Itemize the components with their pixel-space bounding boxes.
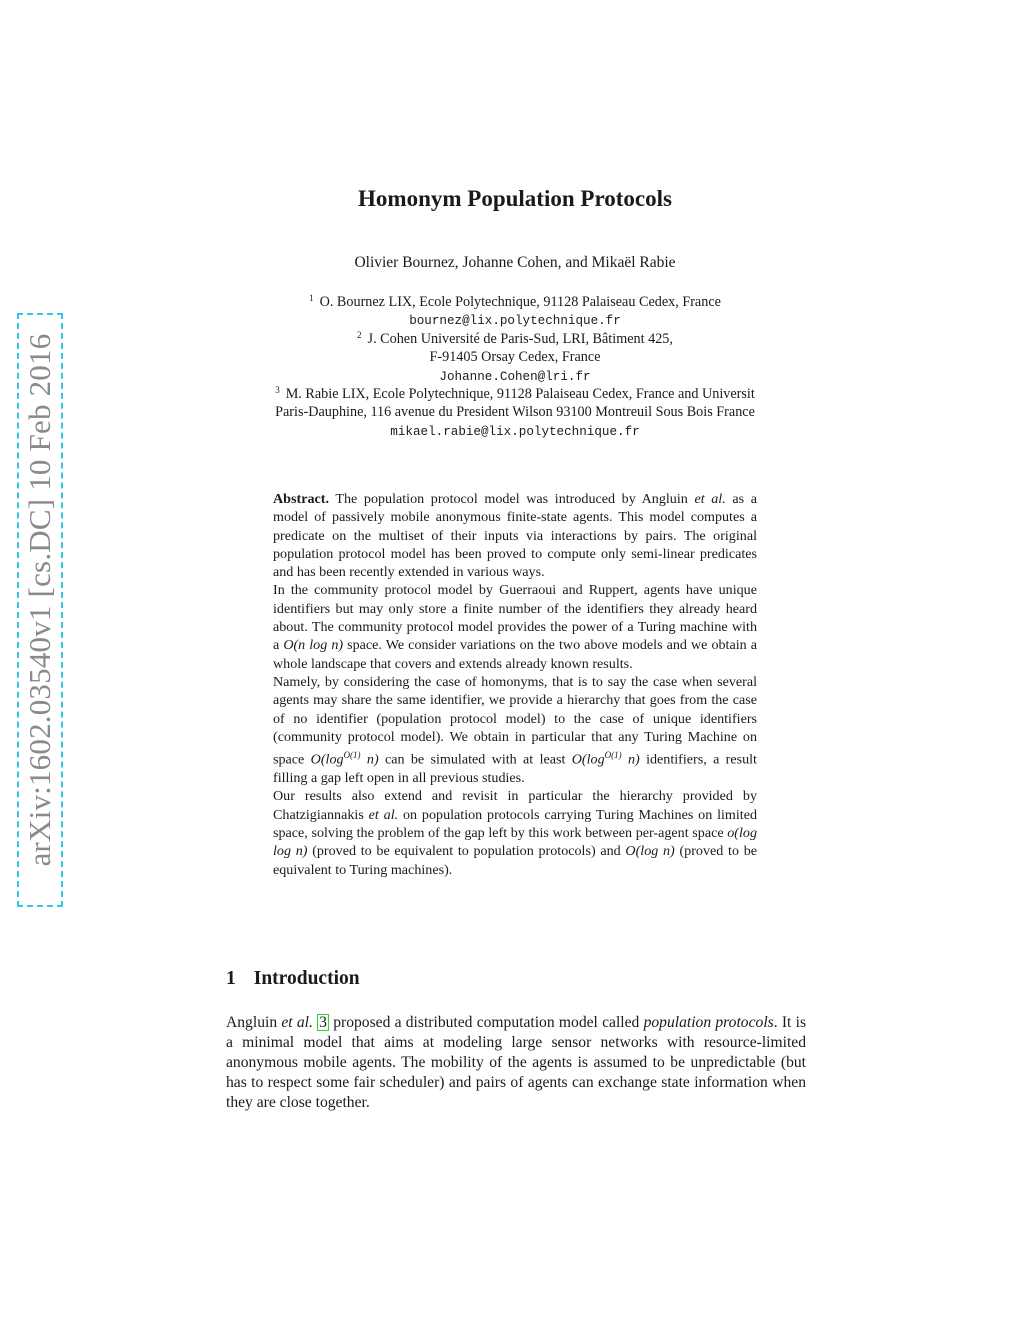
abstract-label: Abstract. <box>273 491 329 507</box>
affiliation-2: $^2$ J. Cohen Université de Paris-Sud, LRI, Bâtiment 425, F-91405 Orsay Cedex, France Johanne.Cohen@lri.fr <box>357 330 673 384</box>
paper-title: Homonym Population Protocols <box>358 186 672 211</box>
abstract <box>273 490 757 879</box>
email-1[interactable]: bournez@lix.polytechnique.fr <box>409 314 621 329</box>
citation-link[interactable]: 3 <box>319 1014 327 1031</box>
abstract-paragraph-3: Namely, by considering the case of homonyms, that is to say the case when several agents may share the same identifier, we provide a hierarchy that goes from the case of no identifier (population protocol model) to the case of unique identifiers (community protocol model). We obtain in particular that any Turing Machine on space $O(\log^{O(1)}$ n) can be simulated with at least $O(\log^{O(1)}$ n) identifiers, a result filling a gap left open in all previous studies. <box>273 673 757 787</box>
abstract-paragraph-2: In the community protocol model by Guerraoui and Ruppert, agents have unique identifiers but may only store a finite number of the identifiers they already heard about. The community protocol model provides the power of a Turing machine with a O(n log n) space. We consider variations on the two above models and we obtain a whole landscape that covers and extends already known results. <box>273 582 757 672</box>
abstract-paragraph-4: Our results also extend and revisit in particular the hierarchy provided by Chatzigiannakis et al. on population protocols carrying Turing Machines on limited space, solving the problem of the gap left by this work between per-agent space o(log log n) (proved to be equivalent to population protocols) and O(log n) (proved to be equivalent to Turing machines). <box>273 788 758 878</box>
email-3[interactable]: mikael.rabie@lix.polytechnique.fr <box>390 424 640 439</box>
abstract-paragraph-1: Abstract. The population protocol model was introduced by Angluin et al. as a model of passively mobile anonymous finite-state agents. This model computes a predicate on the multiset of their inputs via interactions by pairs. The original population protocol model has been proved to compute only semi-linear predicates and has been recently extended in various ways. <box>273 491 757 581</box>
author-list: Olivier Bournez, Johanne Cohen, and Mikaël Rabie <box>354 254 676 271</box>
intro-paragraph: Angluin et al. 3 proposed a distributed computation model called population protocols. It is a minimal model that aims at modeling large sensor networks with resource-limited anonymous mobile agents. The mobility of the agents is assumed to be unpredictable (but has to respect some fair scheduler) and pairs of agents can exchange state information when they are close together. <box>226 1014 807 1112</box>
email-2[interactable]: Johanne.Cohen@lri.fr <box>439 369 591 384</box>
affiliation-3: $^3$ M. Rabie LIX, Ecole Polytechnique, 91128 Palaiseau Cedex, France and Universit Paris-Dauphine, 116 avenue du President Wilson 93100 Montreuil Sous Bois France mikael.rabie@lix.polytechnique.fr <box>275 385 755 439</box>
affiliation-1: $^1$ O. Bournez LIX, Ecole Polytechnique, 91128 Palaiseau Cedex, France bournez@lix.polytechnique.fr <box>309 293 721 329</box>
arxiv-stamp: arXiv:1602.03540v1 [cs.DC] 10 Feb 2016 <box>22 333 57 867</box>
section-heading: 1 Introduction <box>226 968 360 989</box>
